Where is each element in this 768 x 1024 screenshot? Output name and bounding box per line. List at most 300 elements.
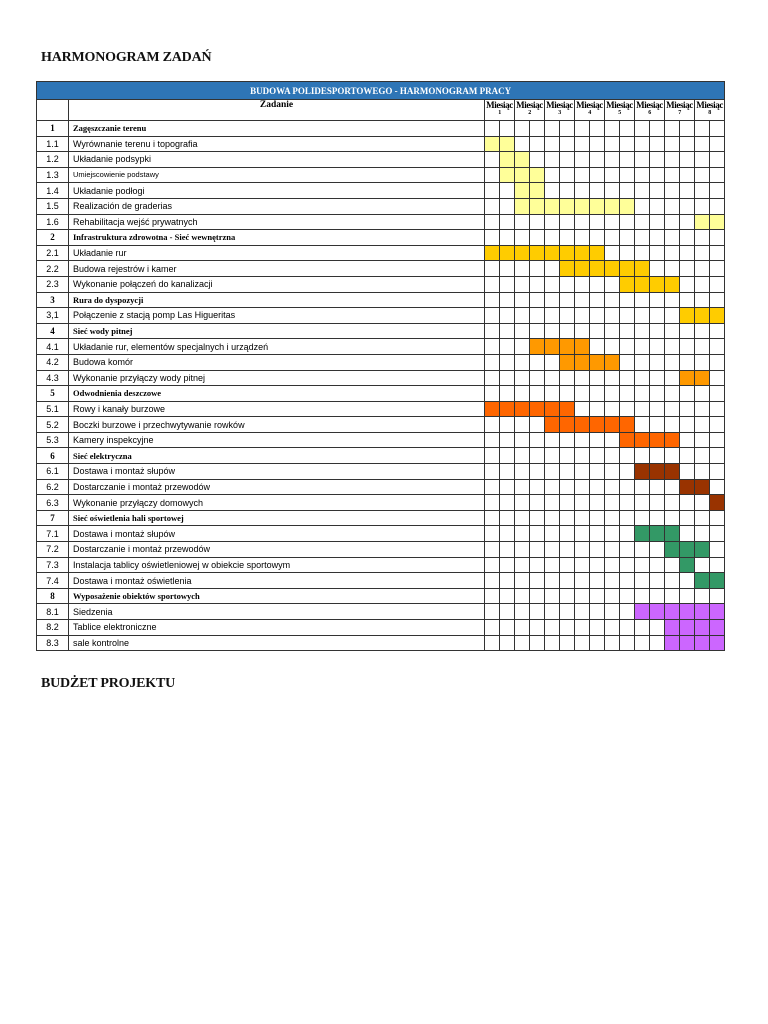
task-label: Dostawa i montaż słupów — [69, 464, 485, 480]
gantt-empty-cell — [575, 479, 590, 495]
gantt-bar-cell — [530, 339, 545, 355]
gantt-empty-cell — [545, 292, 560, 308]
gantt-empty-cell — [515, 417, 530, 433]
gantt-empty-cell — [500, 464, 515, 480]
gantt-empty-cell — [635, 152, 650, 168]
gantt-empty-cell — [545, 152, 560, 168]
gantt-empty-cell — [530, 573, 545, 589]
gantt-empty-cell — [710, 417, 725, 433]
gantt-empty-cell — [560, 588, 575, 604]
gantt-empty-cell — [620, 214, 635, 230]
task-number: 6.2 — [37, 479, 69, 495]
gantt-empty-cell — [710, 276, 725, 292]
month-number: 1 — [498, 110, 501, 116]
gantt-bar-cell — [650, 432, 665, 448]
task-row — [37, 495, 725, 511]
gantt-bar-cell — [530, 198, 545, 214]
gantt-empty-cell — [635, 121, 650, 137]
gantt-bar-cell — [575, 354, 590, 370]
gantt-empty-cell — [575, 464, 590, 480]
gantt-empty-cell — [710, 136, 725, 152]
gantt-empty-cell — [680, 167, 695, 183]
gantt-empty-cell — [485, 198, 500, 214]
gantt-empty-cell — [680, 339, 695, 355]
gantt-bar-cell — [485, 401, 500, 417]
gantt-empty-cell — [635, 308, 650, 324]
month-header — [485, 100, 515, 121]
gantt-empty-cell — [485, 510, 500, 526]
gantt-empty-cell — [680, 354, 695, 370]
gantt-empty-cell — [635, 557, 650, 573]
task-row — [37, 464, 725, 480]
gantt-empty-cell — [710, 526, 725, 542]
gantt-empty-cell — [590, 339, 605, 355]
gantt-empty-cell — [500, 542, 515, 558]
gantt-empty-cell — [545, 464, 560, 480]
gantt-empty-cell — [710, 339, 725, 355]
gantt-empty-cell — [560, 479, 575, 495]
gantt-empty-cell — [545, 573, 560, 589]
gantt-empty-cell — [650, 557, 665, 573]
gantt-bar-cell — [515, 167, 530, 183]
gantt-empty-cell — [545, 121, 560, 137]
gantt-empty-cell — [665, 386, 680, 402]
task-row — [37, 401, 725, 417]
gantt-bar-cell — [590, 245, 605, 261]
gantt-empty-cell — [590, 604, 605, 620]
gantt-empty-cell — [500, 339, 515, 355]
gantt-bar-cell — [575, 245, 590, 261]
gantt-bar-cell — [620, 198, 635, 214]
task-label: Dostarczanie i montaż przewodów — [69, 479, 485, 495]
gantt-empty-cell — [500, 261, 515, 277]
gantt-bar-cell — [695, 542, 710, 558]
gantt-empty-cell — [530, 230, 545, 246]
task-label: Układanie podsypki — [69, 152, 485, 168]
gantt-bar-cell — [575, 261, 590, 277]
gantt-empty-cell — [605, 588, 620, 604]
gantt-empty-cell — [515, 448, 530, 464]
gantt-empty-cell — [710, 292, 725, 308]
gantt-empty-cell — [545, 448, 560, 464]
gantt-empty-cell — [530, 386, 545, 402]
gantt-empty-cell — [635, 386, 650, 402]
gantt-empty-cell — [680, 464, 695, 480]
gantt-empty-cell — [635, 198, 650, 214]
gantt-empty-cell — [620, 121, 635, 137]
gantt-empty-cell — [620, 464, 635, 480]
gantt-empty-cell — [620, 573, 635, 589]
gantt-empty-cell — [545, 526, 560, 542]
gantt-empty-cell — [530, 495, 545, 511]
gantt-empty-cell — [560, 448, 575, 464]
gantt-empty-cell — [530, 121, 545, 137]
gantt-empty-cell — [590, 214, 605, 230]
gantt-empty-cell — [485, 152, 500, 168]
gantt-empty-cell — [650, 292, 665, 308]
month-label: Miesiąc — [516, 100, 543, 110]
gantt-empty-cell — [515, 635, 530, 651]
task-number: 3,1 — [37, 308, 69, 324]
gantt-empty-cell — [680, 230, 695, 246]
gantt-empty-cell — [590, 432, 605, 448]
gantt-empty-cell — [545, 276, 560, 292]
gantt-bar-cell — [590, 261, 605, 277]
gantt-empty-cell — [665, 510, 680, 526]
gantt-empty-cell — [500, 557, 515, 573]
task-label: Wykonanie przyłączy wody pitnej — [69, 370, 485, 386]
gantt-empty-cell — [575, 557, 590, 573]
task-number: 1.4 — [37, 183, 69, 199]
gantt-empty-cell — [575, 214, 590, 230]
gantt-bar-cell — [500, 167, 515, 183]
gantt-empty-cell — [560, 214, 575, 230]
gantt-bar-cell — [590, 417, 605, 433]
task-label: Dostarczanie i montaż przewodów — [69, 542, 485, 558]
gantt-empty-cell — [680, 386, 695, 402]
gantt-empty-cell — [485, 604, 500, 620]
gantt-empty-cell — [650, 370, 665, 386]
gantt-empty-cell — [680, 152, 695, 168]
gantt-empty-cell — [605, 339, 620, 355]
gantt-empty-cell — [680, 526, 695, 542]
task-row — [37, 573, 725, 589]
gantt-bar-cell — [680, 542, 695, 558]
gantt-empty-cell — [620, 635, 635, 651]
gantt-empty-cell — [530, 136, 545, 152]
gantt-empty-cell — [485, 464, 500, 480]
task-number: 1.6 — [37, 214, 69, 230]
gantt-bar-cell — [635, 261, 650, 277]
gantt-bar-cell — [575, 339, 590, 355]
gantt-empty-cell — [635, 323, 650, 339]
gantt-empty-cell — [680, 136, 695, 152]
gantt-empty-cell — [515, 479, 530, 495]
gantt-bar-cell — [560, 401, 575, 417]
task-row — [37, 152, 725, 168]
section-label: Sieć wody pitnej — [69, 323, 485, 339]
task-label: Wykonanie przyłączy domowych — [69, 495, 485, 511]
task-row — [37, 276, 725, 292]
gantt-empty-cell — [590, 276, 605, 292]
task-label: Wyrównanie terenu i topografia — [69, 136, 485, 152]
gantt-empty-cell — [605, 214, 620, 230]
gantt-empty-cell — [485, 526, 500, 542]
gantt-empty-cell — [560, 604, 575, 620]
gantt-empty-cell — [530, 620, 545, 636]
gantt-empty-cell — [515, 121, 530, 137]
gantt-empty-cell — [515, 214, 530, 230]
month-label: Miesiąc — [666, 100, 693, 110]
task-number: 7.3 — [37, 557, 69, 573]
gantt-bar-cell — [695, 308, 710, 324]
month-header — [695, 100, 725, 121]
gantt-empty-cell — [710, 401, 725, 417]
number-header-cell — [37, 100, 69, 121]
gantt-empty-cell — [665, 261, 680, 277]
gantt-empty-cell — [665, 495, 680, 511]
gantt-empty-cell — [605, 245, 620, 261]
gantt-empty-cell — [575, 183, 590, 199]
gantt-empty-cell — [560, 370, 575, 386]
gantt-bar-cell — [590, 198, 605, 214]
gantt-empty-cell — [635, 573, 650, 589]
gantt-empty-cell — [500, 635, 515, 651]
gantt-empty-cell — [545, 635, 560, 651]
gantt-empty-cell — [575, 292, 590, 308]
gantt-empty-cell — [710, 121, 725, 137]
gantt-empty-cell — [695, 588, 710, 604]
gantt-empty-cell — [605, 167, 620, 183]
gantt-empty-cell — [680, 417, 695, 433]
gantt-empty-cell — [635, 495, 650, 511]
gantt-bar-cell — [695, 370, 710, 386]
gantt-empty-cell — [680, 510, 695, 526]
gantt-empty-cell — [485, 495, 500, 511]
gantt-empty-cell — [560, 308, 575, 324]
gantt-empty-cell — [605, 136, 620, 152]
section-number: 4 — [37, 323, 69, 339]
gantt-empty-cell — [605, 292, 620, 308]
gantt-empty-cell — [500, 510, 515, 526]
gantt-bar-cell — [680, 604, 695, 620]
month-number: 3 — [558, 110, 561, 116]
gantt-empty-cell — [620, 386, 635, 402]
gantt-empty-cell — [590, 308, 605, 324]
gantt-empty-cell — [665, 198, 680, 214]
gantt-empty-cell — [575, 510, 590, 526]
gantt-empty-cell — [485, 167, 500, 183]
gantt-empty-cell — [710, 167, 725, 183]
gantt-empty-cell — [665, 292, 680, 308]
section-label: Rura do dyspozycji — [69, 292, 485, 308]
gantt-empty-cell — [650, 183, 665, 199]
gantt-empty-cell — [500, 604, 515, 620]
gantt-empty-cell — [665, 557, 680, 573]
gantt-bar-cell — [620, 432, 635, 448]
month-label: Miesiąc — [546, 100, 573, 110]
gantt-empty-cell — [515, 230, 530, 246]
gantt-empty-cell — [680, 276, 695, 292]
gantt-bar-cell — [560, 198, 575, 214]
gantt-empty-cell — [485, 339, 500, 355]
gantt-empty-cell — [605, 121, 620, 137]
gantt-bar-cell — [680, 370, 695, 386]
gantt-empty-cell — [665, 573, 680, 589]
month-header — [635, 100, 665, 121]
gantt-empty-cell — [650, 510, 665, 526]
section-label: Zagęszczanie terenu — [69, 121, 485, 137]
gantt-empty-cell — [515, 573, 530, 589]
gantt-empty-cell — [605, 230, 620, 246]
gantt-bar-cell — [545, 198, 560, 214]
gantt-bar-cell — [680, 635, 695, 651]
gantt-empty-cell — [485, 292, 500, 308]
gantt-empty-cell — [695, 183, 710, 199]
gantt-bar-cell — [530, 245, 545, 261]
gantt-empty-cell — [665, 339, 680, 355]
gantt-empty-cell — [590, 152, 605, 168]
gantt-bar-cell — [545, 245, 560, 261]
gantt-empty-cell — [710, 510, 725, 526]
task-row — [37, 432, 725, 448]
gantt-empty-cell — [530, 510, 545, 526]
gantt-empty-cell — [620, 495, 635, 511]
section-row — [37, 588, 725, 604]
task-number: 2.2 — [37, 261, 69, 277]
gantt-empty-cell — [680, 432, 695, 448]
gantt-bar-cell — [665, 635, 680, 651]
gantt-empty-cell — [620, 604, 635, 620]
gantt-bar-cell — [650, 464, 665, 480]
gantt-empty-cell — [500, 370, 515, 386]
gantt-empty-cell — [515, 261, 530, 277]
gantt-empty-cell — [620, 557, 635, 573]
gantt-empty-cell — [605, 432, 620, 448]
gantt-bar-cell — [665, 526, 680, 542]
task-number: 1.2 — [37, 152, 69, 168]
gantt-empty-cell — [530, 292, 545, 308]
gantt-bar-cell — [710, 635, 725, 651]
gantt-empty-cell — [605, 557, 620, 573]
task-row — [37, 557, 725, 573]
gantt-empty-cell — [575, 448, 590, 464]
gantt-empty-cell — [545, 230, 560, 246]
gantt-empty-cell — [530, 432, 545, 448]
gantt-empty-cell — [665, 588, 680, 604]
gantt-empty-cell — [650, 230, 665, 246]
gantt-empty-cell — [545, 620, 560, 636]
gantt-empty-cell — [500, 620, 515, 636]
task-row — [37, 542, 725, 558]
gantt-bar-cell — [485, 136, 500, 152]
task-row — [37, 635, 725, 651]
gantt-empty-cell — [650, 588, 665, 604]
gantt-empty-cell — [650, 401, 665, 417]
gantt-empty-cell — [605, 323, 620, 339]
gantt-empty-cell — [710, 370, 725, 386]
gantt-empty-cell — [500, 323, 515, 339]
gantt-empty-cell — [710, 198, 725, 214]
gantt-empty-cell — [650, 448, 665, 464]
gantt-empty-cell — [650, 620, 665, 636]
gantt-empty-cell — [575, 386, 590, 402]
gantt-empty-cell — [590, 370, 605, 386]
section-number: 2 — [37, 230, 69, 246]
gantt-empty-cell — [605, 573, 620, 589]
gantt-empty-cell — [575, 620, 590, 636]
gantt-empty-cell — [530, 448, 545, 464]
gantt-empty-cell — [545, 323, 560, 339]
gantt-empty-cell — [695, 354, 710, 370]
section-label: Sieć elektryczna — [69, 448, 485, 464]
task-header: Zadanie — [69, 100, 485, 121]
gantt-empty-cell — [695, 417, 710, 433]
gantt-empty-cell — [695, 323, 710, 339]
gantt-empty-cell — [500, 198, 515, 214]
gantt-empty-cell — [500, 308, 515, 324]
gantt-empty-cell — [680, 495, 695, 511]
gantt-empty-cell — [695, 136, 710, 152]
gantt-empty-cell — [605, 604, 620, 620]
gantt-empty-cell — [560, 386, 575, 402]
gantt-empty-cell — [620, 183, 635, 199]
gantt-empty-cell — [560, 230, 575, 246]
gantt-empty-cell — [560, 526, 575, 542]
gantt-empty-cell — [695, 386, 710, 402]
gantt-bar-cell — [665, 276, 680, 292]
gantt-empty-cell — [530, 464, 545, 480]
section-label: Sieć oświetlenia hali sportowej — [69, 510, 485, 526]
gantt-empty-cell — [605, 152, 620, 168]
gantt-bar-cell — [695, 214, 710, 230]
gantt-empty-cell — [590, 557, 605, 573]
gantt-empty-cell — [695, 292, 710, 308]
task-label: Układanie rur — [69, 245, 485, 261]
gantt-empty-cell — [575, 604, 590, 620]
section-row — [37, 292, 725, 308]
gantt-empty-cell — [710, 588, 725, 604]
gantt-empty-cell — [530, 635, 545, 651]
gantt-empty-cell — [695, 510, 710, 526]
gantt-empty-cell — [635, 214, 650, 230]
section-row — [37, 386, 725, 402]
month-label: Miesiąc — [636, 100, 663, 110]
gantt-bar-cell — [515, 401, 530, 417]
section-row — [37, 510, 725, 526]
gantt-empty-cell — [650, 635, 665, 651]
gantt-bar-cell — [635, 432, 650, 448]
gantt-empty-cell — [485, 183, 500, 199]
gantt-empty-cell — [620, 167, 635, 183]
gantt-bar-cell — [530, 401, 545, 417]
gantt-empty-cell — [485, 121, 500, 137]
gantt-empty-cell — [560, 292, 575, 308]
section-number: 1 — [37, 121, 69, 137]
gantt-empty-cell — [575, 152, 590, 168]
gantt-empty-cell — [710, 557, 725, 573]
gantt-empty-cell — [590, 292, 605, 308]
gantt-empty-cell — [650, 495, 665, 511]
gantt-empty-cell — [500, 292, 515, 308]
gantt-bar-cell — [500, 401, 515, 417]
task-label: sale kontrolne — [69, 635, 485, 651]
gantt-empty-cell — [695, 167, 710, 183]
gantt-empty-cell — [680, 245, 695, 261]
task-number: 2.1 — [37, 245, 69, 261]
task-row — [37, 198, 725, 214]
gantt-empty-cell — [530, 214, 545, 230]
gantt-empty-cell — [620, 323, 635, 339]
gantt-empty-cell — [530, 370, 545, 386]
gantt-empty-cell — [515, 292, 530, 308]
gantt-empty-cell — [515, 604, 530, 620]
gantt-empty-cell — [515, 136, 530, 152]
month-header — [515, 100, 545, 121]
month-label: Miesiąc — [486, 100, 513, 110]
gantt-empty-cell — [590, 386, 605, 402]
section-row — [37, 230, 725, 246]
gantt-empty-cell — [485, 542, 500, 558]
month-number: 8 — [708, 110, 711, 116]
task-number: 1.3 — [37, 167, 69, 183]
gantt-empty-cell — [620, 339, 635, 355]
gantt-empty-cell — [635, 136, 650, 152]
gantt-empty-cell — [545, 432, 560, 448]
gantt-empty-cell — [635, 354, 650, 370]
gantt-bar-cell — [530, 167, 545, 183]
gantt-empty-cell — [695, 401, 710, 417]
